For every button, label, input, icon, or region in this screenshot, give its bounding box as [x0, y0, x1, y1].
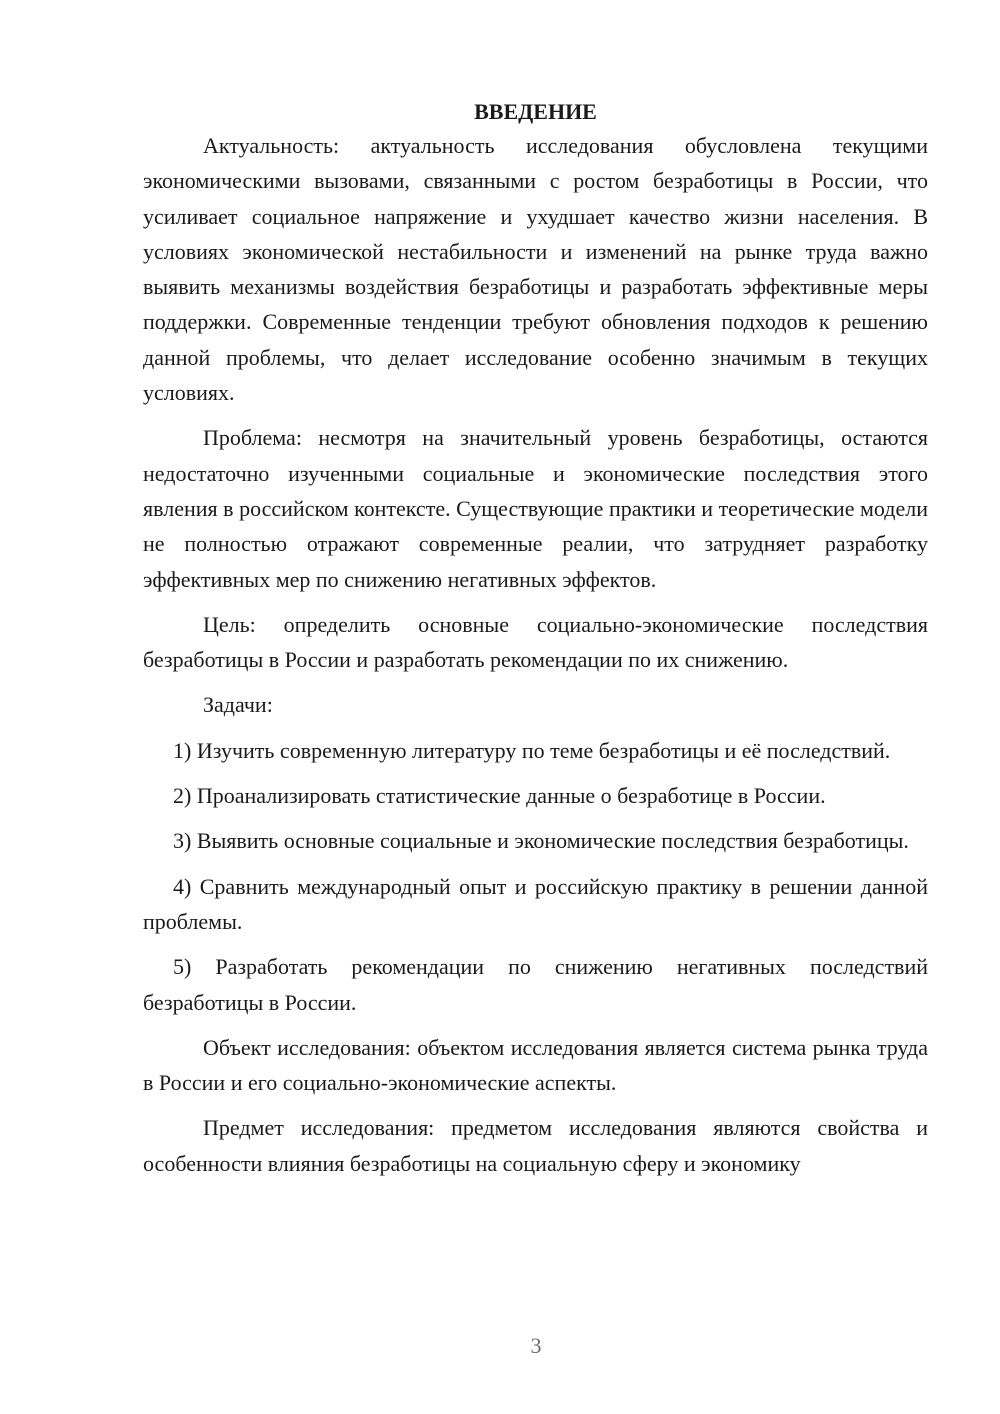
tasks-label: Задачи: [203, 692, 273, 718]
task-item-2: 2) Проанализировать статистические данные о безработице в России. [173, 783, 826, 809]
paragraph-subject: Предмет исследования: предметом исследования являются свойства и особенности влияния безработицы на социальную сферу и экономику [143, 1115, 928, 1176]
spacer [143, 1100, 928, 1110]
paragraph-goal: Цель: определить основные социально-экономические последствия безработицы в России и разработать рекомендации по их снижению. [143, 611, 928, 673]
spacer [143, 768, 928, 778]
spacer [143, 677, 928, 687]
spacer [143, 939, 928, 949]
spacer [143, 410, 928, 420]
spacer [143, 597, 928, 607]
task-item-4: 4) Сравнить международный опыт и российскую практику в решении данной проблемы. [143, 873, 928, 934]
task-item-3: 3) Выявить основные социальные и экономические последствия безработицы. [173, 828, 909, 854]
page-content [143, 95, 928, 1181]
spacer [143, 813, 928, 823]
section-heading: ВВЕДЕНИЕ [474, 99, 597, 124]
paragraph-problem: Проблема: несмотря на значительный уровень безработицы, остаются недостаточно изученными социальные и экономические последствия этого явления в российском контексте. Существующие практики и теоретические модели не полностью отражают современные реалии, что затрудняет разработку эффективных мер по снижению негативных эффектов. [143, 425, 928, 592]
spacer [143, 1020, 928, 1030]
task-item-5: 5) Разработать рекомендации по снижению негативных последствий безработицы в России. [143, 954, 928, 1015]
spacer [143, 859, 928, 869]
paragraph-relevance: Актуальность: актуальность исследования обусловлена текущими экономическими вызовами, связанными с ростом безработицы в России, что усиливает социальное напряжение и ухудшает качество жизни населения. В условиях экономической нестабильности и изменений на рынке труда важно выявить механизмы воздействия безработицы и разработать эффективные меры поддержки. Современные тенденции требуют обновления подходов к решению данной проблемы, что делает исследование особенно значимым в текущих условиях. [143, 133, 928, 406]
task-item-1: 1) Изучить современную литературу по теме безработицы и её последствий. [173, 737, 891, 763]
paragraph-object: Объект исследования: объектом исследования является система рынка труда в России и его социально-экономические аспекты. [143, 1034, 928, 1096]
page-number: 3 [530, 1333, 542, 1358]
spacer [143, 723, 928, 733]
